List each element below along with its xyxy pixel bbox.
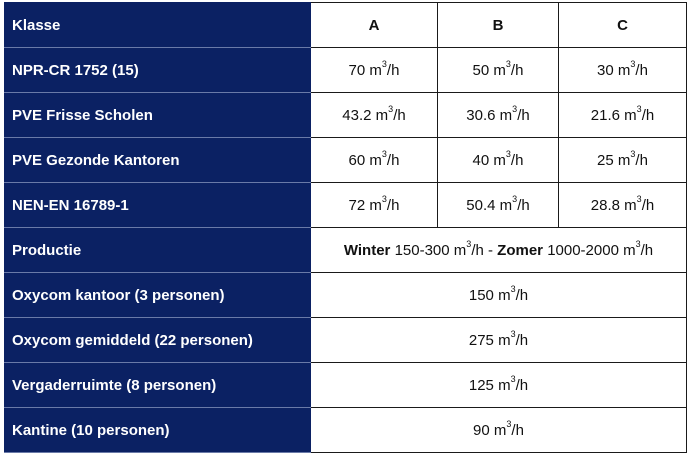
unit-suffix: /h (641, 106, 655, 124)
value-number: 60 (348, 151, 366, 169)
unit-suffix: /h (515, 286, 529, 304)
cell-value (311, 183, 438, 228)
value-number: 90 (473, 421, 490, 439)
cell-value (559, 183, 687, 228)
zomer-value: 1000-2000 (547, 241, 619, 259)
value-number: 40 (472, 151, 490, 169)
cell-value (311, 273, 687, 318)
unit-exp: 3 (512, 103, 518, 114)
unit-base: m (369, 61, 382, 79)
unit-suffix: /h (386, 61, 400, 79)
class-header-a: A (311, 3, 438, 48)
unit-suffix: /h (511, 421, 524, 439)
unit-exp: 3 (510, 328, 516, 339)
unit-base: m (624, 106, 637, 124)
unit-exp: 3 (505, 148, 511, 159)
value-number: 50 (472, 61, 490, 79)
unit-exp: 3 (635, 238, 641, 249)
row-label: Oxycom kantoor (3 personen) (5, 273, 311, 318)
cell-value (311, 363, 687, 408)
unit-suffix: /h (515, 376, 529, 394)
unit-exp: 3 (636, 193, 642, 204)
unit-exp: 3 (505, 58, 511, 69)
row-label: NPR-CR 1752 (15) (5, 48, 311, 93)
cell-value (438, 138, 559, 183)
productie-row (5, 228, 687, 273)
cell-value (311, 48, 438, 93)
unit-base: m (369, 196, 382, 214)
unit-base: m (453, 241, 467, 259)
winter-label: Winter (343, 241, 391, 259)
class-header-c: C (559, 3, 687, 48)
unit-base: m (498, 286, 511, 304)
unit-base: m (493, 421, 507, 439)
value-number: 150 (468, 286, 494, 304)
unit-exp: 3 (510, 373, 516, 384)
value-number: 28.8 (590, 196, 620, 214)
cell-value (311, 408, 687, 453)
unit-exp: 3 (466, 238, 472, 249)
ventilation-table (4, 2, 687, 453)
unit-suffix: /h (641, 196, 655, 214)
unit-suffix: /h (510, 151, 524, 169)
unit-suffix: /h (510, 61, 524, 79)
unit-base: m (617, 151, 631, 169)
unit-base: m (617, 61, 631, 79)
separator: - (488, 241, 493, 259)
unit-suffix: /h (517, 106, 530, 124)
table-row (5, 183, 687, 228)
unit-suffix: /h (635, 151, 648, 169)
unit-suffix: /h (471, 241, 484, 259)
unit-exp: 3 (388, 103, 394, 114)
unit-suffix: /h (640, 241, 654, 259)
winter-value: 150-300 (394, 241, 450, 259)
unit-suffix: /h (393, 106, 406, 124)
table-row (5, 363, 687, 408)
class-header-b: B (438, 3, 559, 48)
cell-value (438, 93, 559, 138)
unit-exp: 3 (381, 193, 387, 204)
unit-base: m (493, 61, 506, 79)
zomer-label: Zomer (497, 241, 544, 259)
cell-value (311, 318, 687, 363)
unit-base: m (498, 331, 511, 349)
table-row (5, 93, 687, 138)
row-label: NEN-EN 16789-1 (5, 183, 311, 228)
row-label: Vergaderruimte (8 personen) (5, 363, 311, 408)
row-label: Kantine (10 personen) (5, 408, 311, 453)
unit-exp: 3 (381, 58, 387, 69)
unit-base: m (499, 106, 513, 124)
unit-base: m (624, 196, 637, 214)
unit-exp: 3 (636, 103, 642, 114)
value-number: 72 (348, 196, 366, 214)
value-number: 70 (348, 61, 366, 79)
value-number: 275 (468, 331, 494, 349)
cell-value (559, 138, 687, 183)
unit-suffix: /h (386, 151, 400, 169)
value-number: 125 (468, 376, 494, 394)
table-row (5, 273, 687, 318)
unit-base: m (623, 241, 636, 259)
cell-value (311, 93, 438, 138)
table-row (5, 408, 687, 453)
unit-exp: 3 (630, 148, 636, 159)
cell-value (559, 93, 687, 138)
unit-base: m (499, 196, 513, 214)
table-row (5, 138, 687, 183)
value-number: 21.6 (590, 106, 620, 124)
value-number: 30.6 (466, 106, 496, 124)
unit-suffix: /h (635, 61, 648, 79)
value-number: 50.4 (466, 196, 496, 214)
row-label: Oxycom gemiddeld (22 personen) (5, 318, 311, 363)
table-row (5, 318, 687, 363)
unit-exp: 3 (512, 193, 518, 204)
unit-exp: 3 (381, 148, 387, 159)
unit-exp: 3 (630, 58, 636, 69)
cell-value (559, 48, 687, 93)
unit-exp: 3 (506, 418, 512, 429)
unit-base: m (493, 151, 506, 169)
unit-base: m (375, 106, 389, 124)
unit-exp: 3 (510, 283, 516, 294)
value-number: 43.2 (342, 106, 372, 124)
row-label: Productie (5, 228, 311, 273)
row-label: PVE Frisse Scholen (5, 93, 311, 138)
header-label: Klasse (5, 3, 311, 48)
unit-suffix: /h (515, 331, 529, 349)
unit-base: m (369, 151, 382, 169)
ventilation-table-container (4, 2, 687, 453)
value-number: 25 (597, 151, 614, 169)
productie-value (311, 228, 687, 273)
unit-suffix: /h (386, 196, 400, 214)
cell-value (311, 138, 438, 183)
value-number: 30 (597, 61, 614, 79)
cell-value (438, 48, 559, 93)
unit-suffix: /h (517, 196, 530, 214)
table-row (5, 48, 687, 93)
row-label: PVE Gezonde Kantoren (5, 138, 311, 183)
cell-value (438, 183, 559, 228)
header-row (5, 3, 687, 48)
unit-base: m (498, 376, 511, 394)
